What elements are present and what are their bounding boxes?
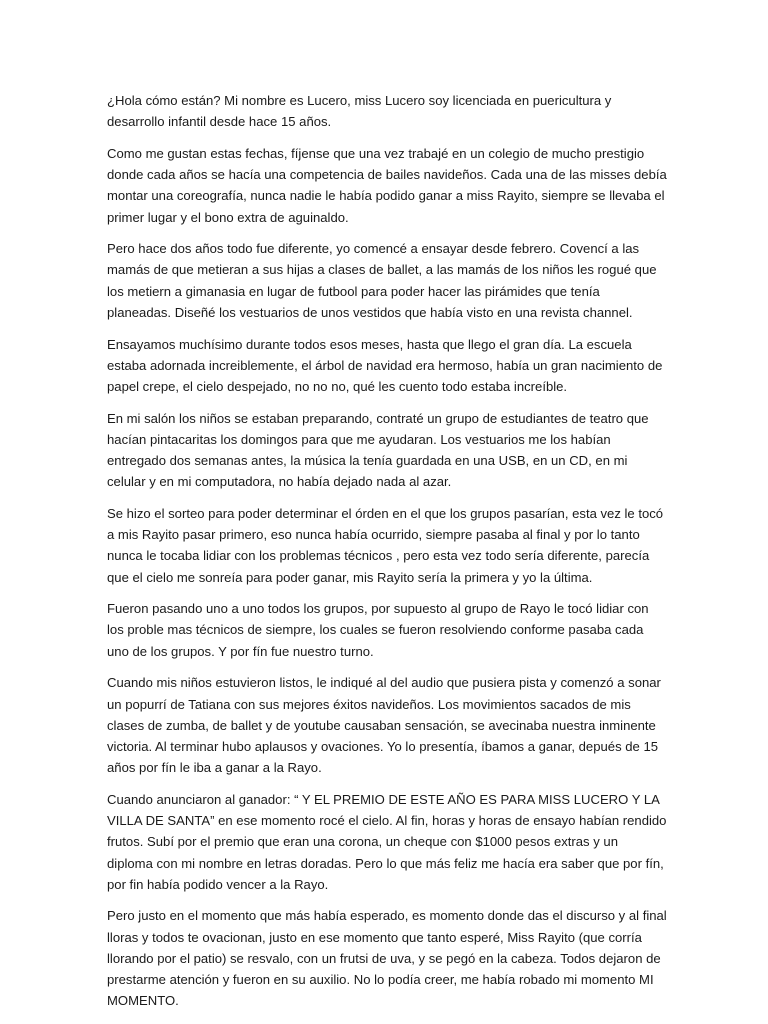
paragraph-classroom: En mi salón los niños se estaban preparando, contraté un grupo de estudiantes de teatro que hacían pintacaritas los domingos para que me ayudaran. Los vestuarios me los habían entregado dos semanas antes, la música la tenía guardada en una USB, en un CD, en mi celular y en mi computadora, no había dejado nada al azar. bbox=[107, 410, 649, 490]
paragraph-big-day: Ensayamos muchísimo durante todos esos meses, hasta que llego el gran día. La escuela estaba adornada increiblemente, el árbol de navidad era hermoso, había un gran nacimiento de papel crepe, el cielo despejado, no no no, qué les cuento todo estaba increíble. bbox=[107, 336, 663, 394]
paragraph-preparation: Pero hace dos años todo fue diferente, yo comencé a ensayar desde febrero. Covencí a las mamás de que metieran a sus hijas a clases de ballet, a las mamás de los niños les rogué que los metiern a gimanasia en lugar de futbool para poder hacer las pirámides que tenía planeadas. Diseñé los vestuarios de unos vestidos que había visto en una revista channel. bbox=[107, 241, 657, 320]
document-body bbox=[107, 90, 667, 1022]
paragraph-ending: Pero justo en el momento que más había esperado, es momento donde das el discurso y al final lloras y todos te ovacionan, justo en ese momento que tanto esperé, Miss Rayito (que corría llorando por el patio) se resvalo, con un frutsi de uva, y se pegó en la cabeza. Todos dejaron de prestarme atención y fueron en su auxilio. No lo podía creer, me había robado mi momento MI MOMENTO. bbox=[107, 908, 667, 1009]
paragraph-draw: Se hizo el sorteo para poder determinar el órden en el que los grupos pasarían, esta vez le tocó a mis Rayito pasar primero, eso nunca había ocurrido, siempre pasaba al final y por lo tanto nunca le tocaba lidiar con los problemas técnicos , pero esta vez todo sería diferente, parecía que el cielo me sonreía para poder ganar, mis Rayito sería la primera y yo la última. bbox=[107, 505, 664, 585]
paragraph-winner: Cuando anunciaron al ganador: “ Y EL PREMIO DE ESTE AÑO ES PARA MISS LUCERO Y LA VILLA DE SANTA” en ese momento rocé el cielo. Al fin, horas y horas de ensayo habían rendido frutos. Subí por el premio que eran una corona, un cheque con $1000 pesos extras y un diploma con mi nombre en letras doradas. Pero lo que más feliz me hacía era saber que por fín, por fin había podido vencer a la Rayo. bbox=[107, 791, 667, 892]
paragraph-groups: Fueron pasando uno a uno todos los grupos, por supuesto al grupo de Rayo le tocó lidiar con los proble mas técnicos de siempre, los cuales se fueron resolviendo conforme pasaba cada uno de los grupos. Y por fín fue nuestro turno. bbox=[107, 601, 649, 659]
paragraph-competition: Como me gustan estas fechas, fíjense que una vez trabajé en un colegio de mucho prestigio donde cada años se hacía una competencia de bailes navideños. Cada una de las misses debía montar una coreografía, nunca nadie le había podido ganar a miss Rayito, siempre se llevaba el primer lugar y el bono extra de aguinaldo. bbox=[107, 145, 667, 225]
paragraph-performance: Cuando mis niños estuvieron listos, le indiqué al del audio que pusiera pista y comenzó a sonar un popurrí de Tatiana con sus mejores éxitos navideños. Los movimientos sacados de mis clases de zumba, de ballet y de youtube causaban sensación, se avecinaba nuestra inminente victoria. Al terminar hubo aplausos y ovaciones. Yo lo presentía, íbamos a ganar, depués de 15 años por fín le iba a ganar a la Rayo. bbox=[107, 675, 661, 776]
paragraph-intro: ¿Hola cómo están? Mi nombre es Lucero, miss Lucero soy licenciada en puericultura y desarrollo infantil desde hace 15 años. bbox=[107, 93, 612, 130]
